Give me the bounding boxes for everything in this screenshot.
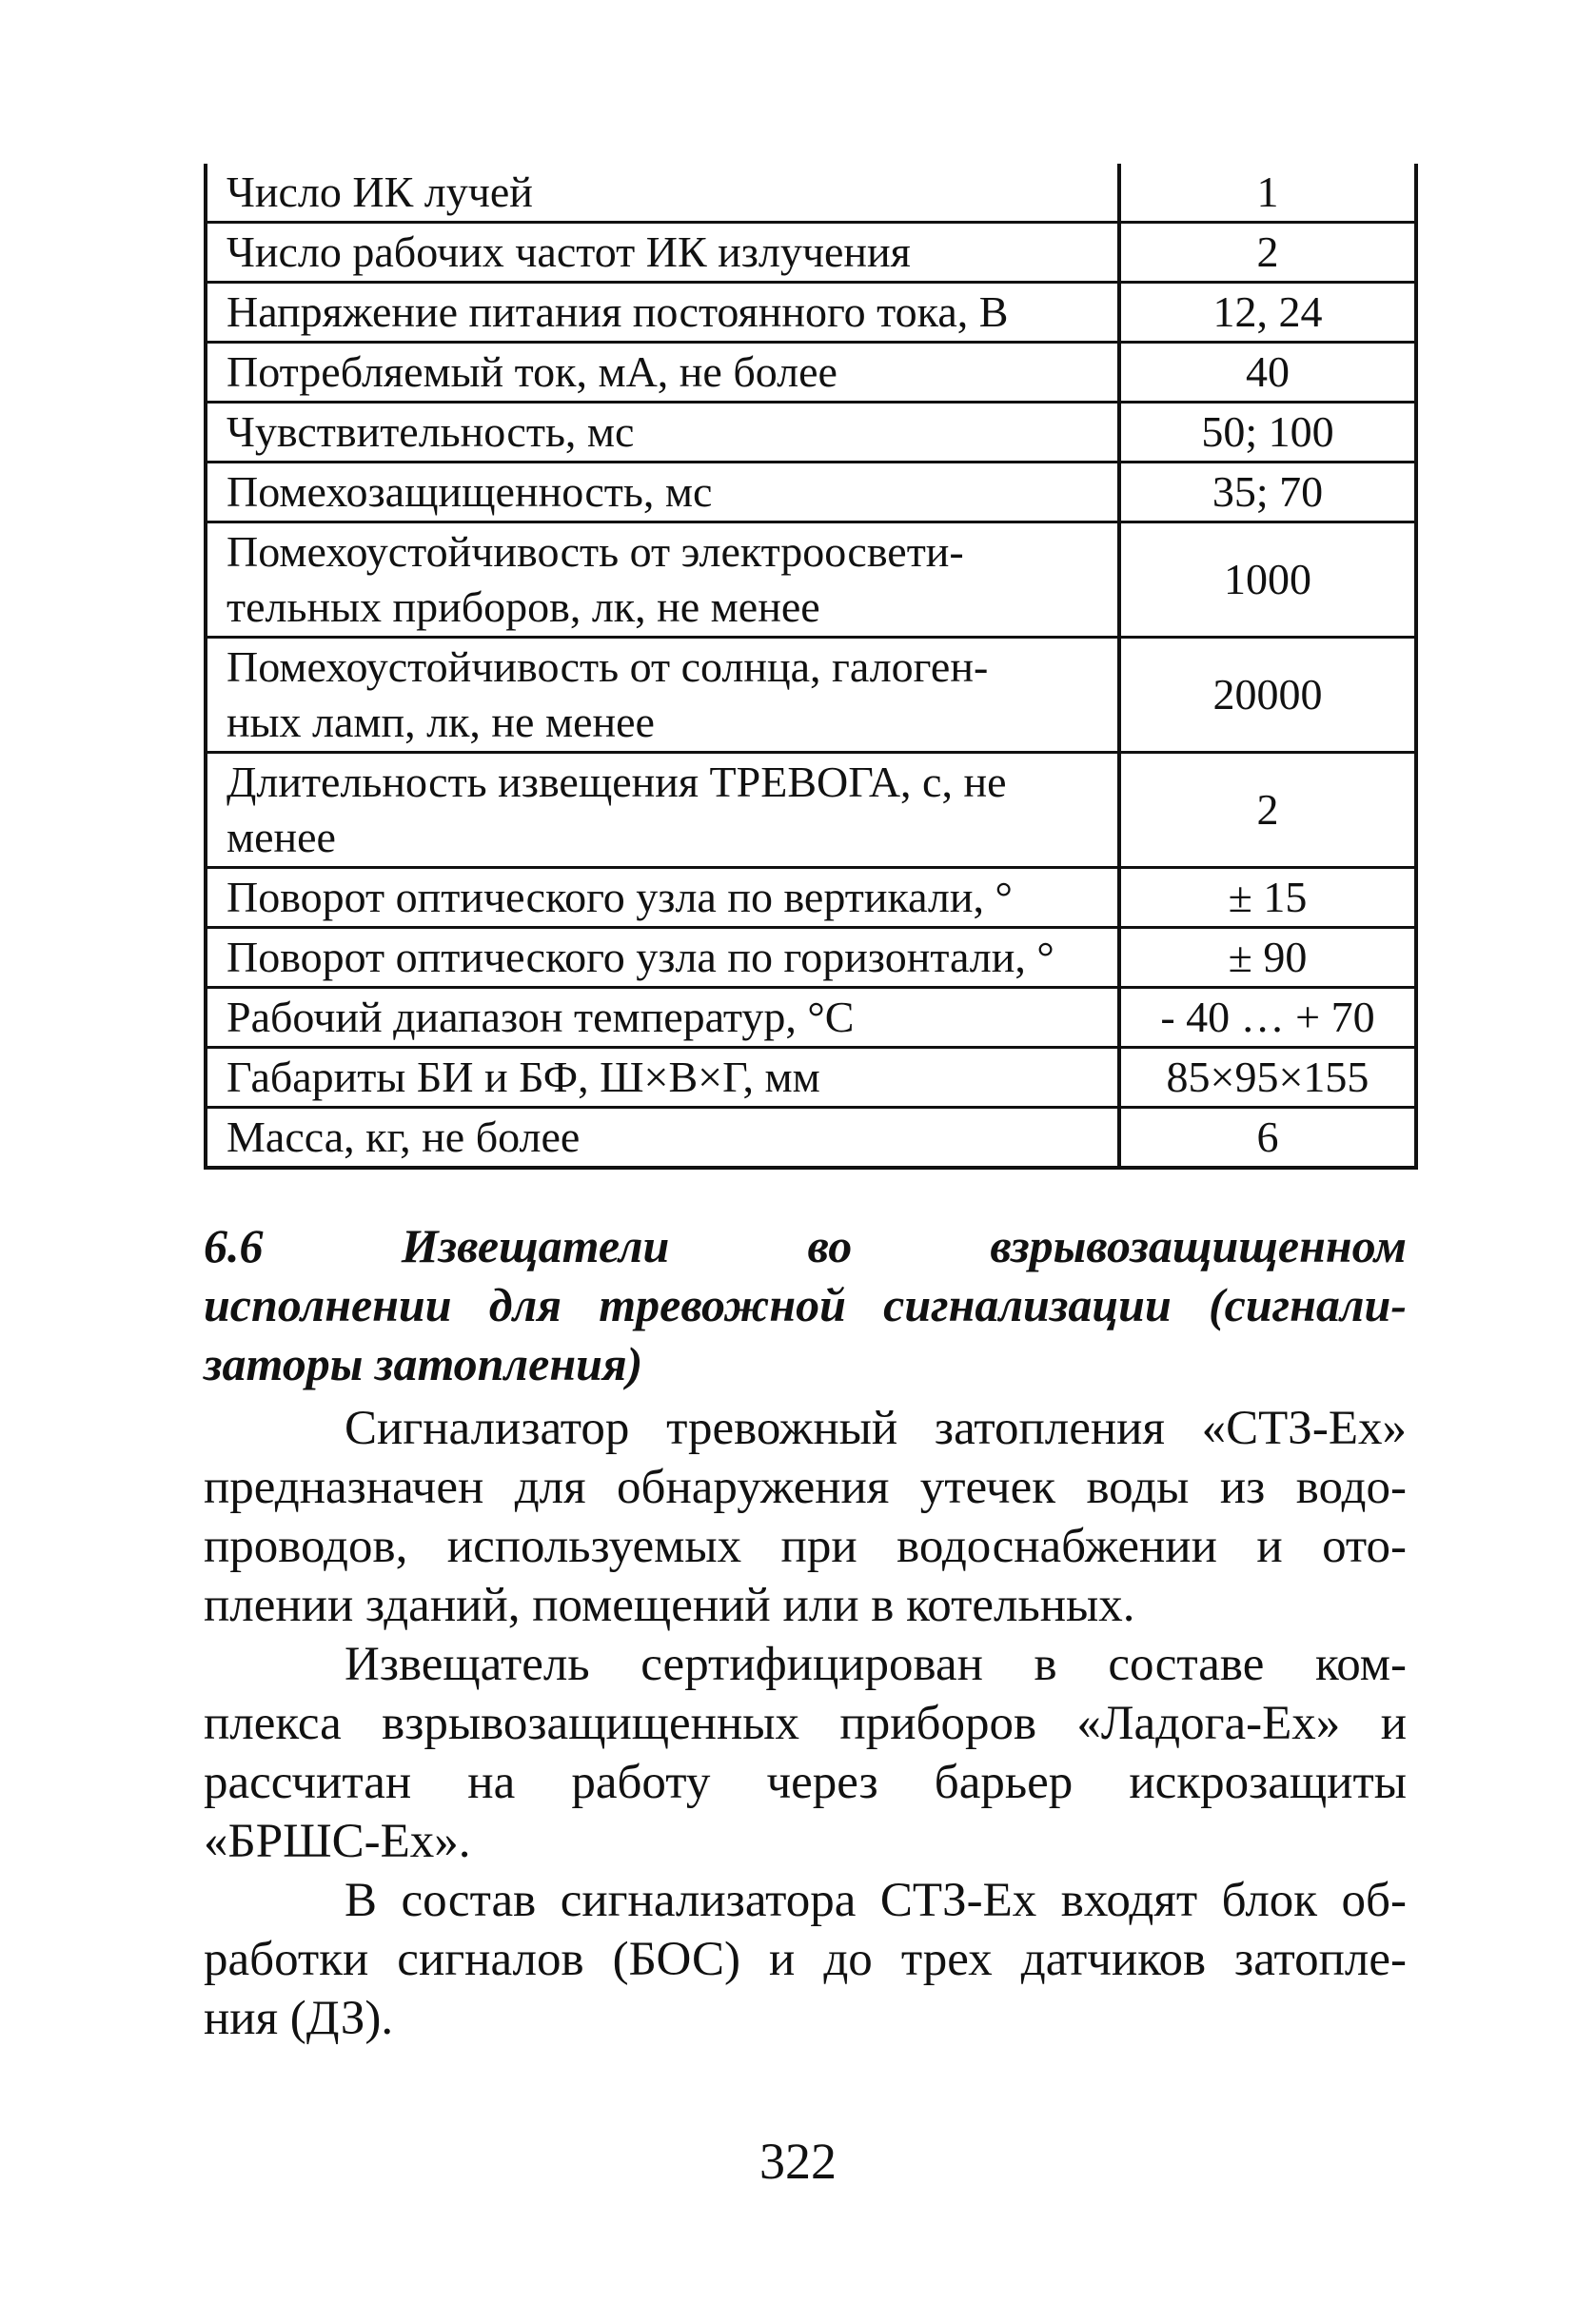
body-paragraph: [204, 1871, 1407, 2048]
param-line: ных ламп, лк, не менее: [227, 698, 655, 746]
param-cell: Напряжение питания постоянного тока, В: [206, 283, 1119, 343]
param-cell: Потребляемый ток, мА, не более: [206, 343, 1119, 403]
param-cell: Чувствительность, мс: [206, 403, 1119, 463]
page-number: 322: [759, 2133, 837, 2190]
param-line: менее: [227, 813, 336, 861]
paragraph-line: В состав сигнализатора СТЗ-Ех входят блок об-: [345, 1874, 1407, 1927]
param-cell: Число ИК лучей: [206, 164, 1119, 223]
param-cell: Рабочий диапазон температур, °С: [206, 988, 1119, 1048]
paragraph-line: «БРШС-Ех».: [204, 1815, 471, 1868]
value-cell: - 40 … + 70: [1119, 988, 1416, 1048]
table-row: [206, 928, 1416, 988]
paragraph-line: плении зданий, помещений или в котельных.: [204, 1579, 1135, 1632]
paragraph-line: Извещатель сертифицирован в составе ком-: [345, 1638, 1407, 1691]
table-row: [206, 403, 1416, 463]
heading-line: исполнении для тревожной сигнализации (сигнали-: [204, 1278, 1407, 1331]
param-line: Помехоустойчивость от солнца, галоген-: [227, 642, 989, 691]
paragraph-line: рассчитан на работу через барьер искрозащиты: [204, 1756, 1407, 1809]
param-cell: Помехозащищенность, мс: [206, 463, 1119, 522]
value-cell: 40: [1119, 343, 1416, 403]
value-cell: 85×95×155: [1119, 1048, 1416, 1108]
body-paragraph: [204, 1635, 1407, 1871]
value-cell: 1000: [1119, 522, 1416, 638]
table-row: [206, 638, 1416, 753]
param-line: Длительность извещения ТРЕВОГА, с, не: [227, 758, 1007, 806]
table-row: [206, 868, 1416, 928]
table-row: [206, 343, 1416, 403]
paragraph-line: плекса взрывозащищенных приборов «Ладога-Ех» и: [204, 1697, 1407, 1750]
value-cell: ± 15: [1119, 868, 1416, 928]
value-cell: 12, 24: [1119, 283, 1416, 343]
value-cell: 6: [1119, 1108, 1416, 1169]
param-cell: Габариты БИ и БФ, Ш×В×Г, мм: [206, 1048, 1119, 1108]
table-row: [206, 1108, 1416, 1169]
specifications-table: [204, 164, 1418, 1170]
param-cell: Масса, кг, не более: [206, 1108, 1119, 1169]
table-row: [206, 522, 1416, 638]
value-cell: ± 90: [1119, 928, 1416, 988]
table-row: [206, 463, 1416, 522]
value-cell: 35; 70: [1119, 463, 1416, 522]
table-row: [206, 988, 1416, 1048]
heading-line: 6.6 Извещатели во взрывозащищенном: [204, 1219, 1407, 1272]
paragraph-line: предназначен для обнаружения утечек воды из водо-: [204, 1461, 1407, 1514]
param-cell: Поворот оптического узла по вертикали, °: [206, 868, 1119, 928]
param-cell: [206, 522, 1119, 638]
body-paragraph: [204, 1399, 1407, 1635]
table-row: [206, 753, 1416, 868]
paragraph-line: работки сигналов (БОС) и до трех датчиков затопле-: [204, 1933, 1407, 1986]
paragraph-line: Сигнализатор тревожный затопления «СТЗ-Ех»: [345, 1402, 1407, 1455]
paragraph-line: ния (ДЗ).: [204, 1992, 394, 2045]
param-cell: Число рабочих частот ИК излучения: [206, 223, 1119, 283]
value-cell: 2: [1119, 753, 1416, 868]
table-row: [206, 223, 1416, 283]
param-cell: [206, 638, 1119, 753]
paragraph-line: проводов, используемых при водоснабжении и ото-: [204, 1520, 1407, 1573]
param-line: Помехоустойчивость от электроосвети-: [227, 527, 964, 576]
value-cell: 20000: [1119, 638, 1416, 753]
table-row: [206, 164, 1416, 223]
value-cell: 1: [1119, 164, 1416, 223]
table-row: [206, 1048, 1416, 1108]
param-line: тельных приборов, лк, не менее: [227, 582, 820, 631]
value-cell: 50; 100: [1119, 403, 1416, 463]
param-cell: Поворот оптического узла по горизонтали, °: [206, 928, 1119, 988]
param-cell: [206, 753, 1119, 868]
value-cell: 2: [1119, 223, 1416, 283]
section-heading: [204, 1216, 1407, 1393]
heading-line: заторы затопления): [204, 1337, 643, 1390]
table-row: [206, 283, 1416, 343]
